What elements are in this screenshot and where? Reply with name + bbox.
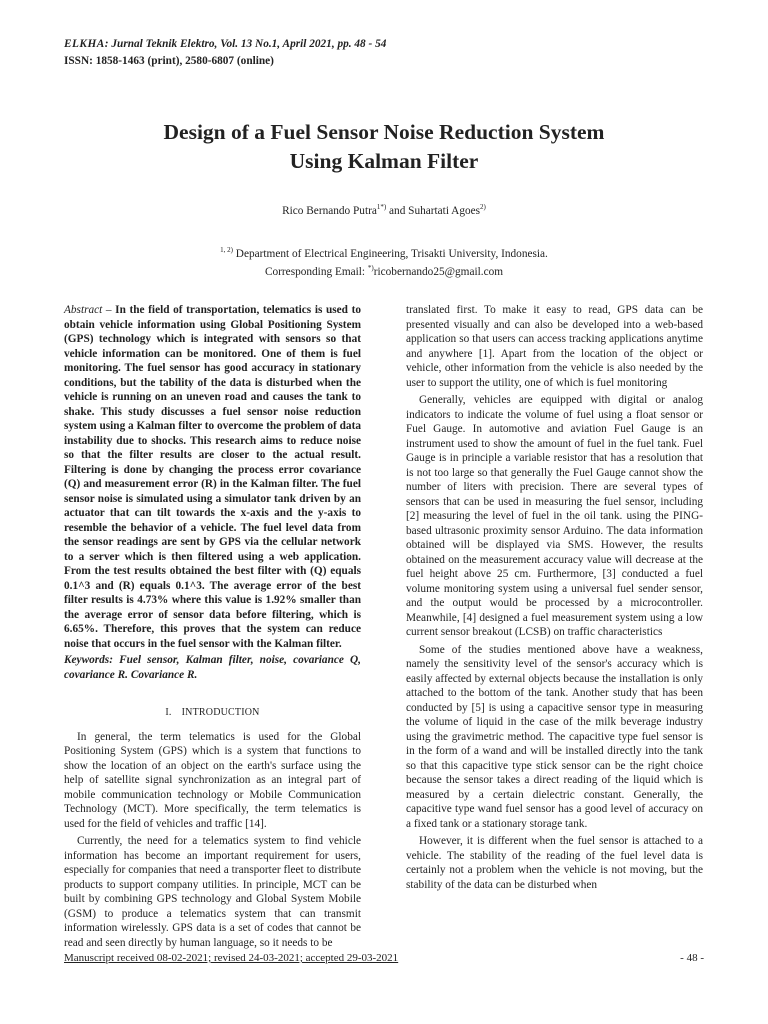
- paragraph: Some of the studies mentioned above have a weakness, namely the sensitivity level of the sensor's accuracy which is easily affected by external objects because the installation is only attached to the bottom of the tank. Another study that has been conducted by [5] is using a capacitive sensor type in measuring the volume of liquid in the case of the milk beverage industry using the gravimetric method. The capacitive type fuel sensor is in the form of a wand and will be installed directly into the tank so that this capacitive type stick sensor can be the right choice because the sensor takes a direct reading of the liquid which is measured by a certain dielectric constant. Generally, the capacitive type wand fuel sensor has a good level of accuracy on a fixed tank or a stationary storage tank.: [406, 643, 703, 830]
- authors: [0, 205, 768, 217]
- paragraph: However, it is different when the fuel sensor is attached to a vehicle. The stability of the reading of the fuel level data is certainly not a problem when the vehicle is not moving, but the stability of the data can be disturbed when: [406, 835, 703, 891]
- author-2: Suhartati Agoes: [408, 205, 481, 217]
- paragraph: translated first. To make it easy to read, GPS data can be presented visually and can also be developed into a web-based application so that users can access tracking applications anytime and anywhere [1]. Apart from the location of the object or vehicle, other information from the vehicle is also needed by the user to support the utility, one of which is fuel monitoring: [406, 304, 703, 389]
- abstract-text: In the field of transportation, telematics is used to obtain vehicle information using Global Positioning System (GPS) technology which is integrated with sensors so that vehicle information can be monitored. One of them is fuel monitoring. The fuel sensor has good accuracy in stationary conditions, but the tability of the data is disturbed when the vehicle is running on an uneven road and causes the tank to shake. This study discusses a fuel sensor noise reduction system using a Kalman filter to overcome the problem of data instability due to shocks. This research aims to reduce noise so that the filter results are closer to the actual result. Filtering is done by changing the process error covariance (Q) and measurement error (R) in the Kalman filter. The fuel sensor noise is simulated using a simulator tank driven by an actuator that can tilt towards the x-axis and the y-axis to resemble the behavior of a vehicle. The fuel level data from the sensor readings are sent by GPS via the cellular network to a server which is then filtered using a web application. From the test results obtained the best filter with (Q) equals 0.1^3 and (R) equals 0.1^3. The average error of the best filter results is 4.73% where this value is 1.92% smaller than the average error of sensor data before filtering, which is 6.65%. Therefore, this proves that the system can reduce noise that occurs in the fuel sensor with the Kalman filter.: [64, 304, 361, 650]
- affiliation-text: Department of Electrical Engineering, Trisakti University, Indonesia.: [232, 248, 548, 260]
- author-1: Rico Bernando Putra: [282, 205, 377, 217]
- paragraph: In general, the term telematics is used for the Global Positioning System (GPS) which is a system that functions to show the location of an object on the earth's surface using the help of satellite signal synchronization as an integral part of mobile communication technology or Mobile Communication Technology (MCT). More specifically, the term telematics is used for the field of vehicles and traffic [14].: [64, 730, 361, 830]
- left-column: [64, 303, 361, 950]
- page-number: - 48 -: [680, 952, 704, 964]
- abstract: [64, 303, 361, 651]
- section-number: I.: [165, 707, 172, 718]
- email-address[interactable]: ricobernando25@gmail.com: [373, 266, 504, 278]
- abstract-label: Abstract –: [64, 304, 112, 316]
- keywords: Keywords: Fuel sensor, Kalman filter, noise, covariance Q, covariance R. Covariance R.: [64, 654, 361, 681]
- author-1-marker: 1*): [376, 203, 387, 211]
- affiliation-marker: 1, 2): [220, 246, 233, 254]
- journal-info: : Jurnal Teknik Elektro, Vol. 13 No.1, April 2021, pp. 48 - 54: [104, 38, 387, 50]
- paragraph: Generally, vehicles are equipped with digital or analog indicators to indicate the volume of fuel using a float sensor or Fuel Gauge. In automotive and aviation Fuel Gauge is an instrument used to show the amount of fuel in the fuel tank. Fuel Gauge is in principle a variable resistor that has a resolution that is not too large so that generally the Fuel Gauge cannot show the number of liters with precision. There are several types of sensors that can be used in measuring the fuel sensor, including [2] measuring the level of fuel in the oil tank. using the PING-based ultrasonic proximity sensor Arduino. The data information obtained will be displayed via SMS. However, the results obtained on the measurement accuracy value will decrease at the fuel height above 25 cm. Furthermore, [3] conducted a fuel volume monitoring system using a universal fuel sender sensor, and the output would be processed by a microcontroller. Meanwhile, [4] designed a fuel measurement system using a low current sensor breakout (LCSB) on traffic characteristics: [406, 394, 703, 638]
- right-column: [406, 303, 703, 892]
- issn-line: ISSN: 1858-1463 (print), 2580-6807 (online): [64, 55, 274, 67]
- paper-title-line1: Design of a Fuel Sensor Noise Reduction System: [163, 120, 605, 144]
- author-2-marker: 2): [480, 203, 486, 211]
- paragraph: Currently, the need for a telematics system to find vehicle information has become an important requirement for users, especially for companies that need a transporter fleet to distribute products to support company utilities. In principle, MCT can be built by combining GPS technology and Global System Mobile (GSM) to produce a telematics system that can transmit information wirelessly. GPS data is a set of codes that cannot be read and seen directly by human language, so it needs to be: [64, 835, 361, 949]
- corresponding-email: [0, 266, 768, 278]
- paper-title-line2: Using Kalman Filter: [289, 149, 479, 173]
- author-conjunction: and: [386, 205, 409, 217]
- affiliation: [0, 248, 768, 260]
- section-title: INTRODUCTION: [181, 707, 260, 718]
- manuscript-dates: Manuscript received 08-02-2021; revised 24-03-2021; accepted 29-03-2021: [64, 952, 399, 964]
- section-heading-introduction: [64, 706, 361, 721]
- journal-header: [64, 38, 386, 50]
- email-marker: *): [367, 264, 374, 272]
- email-label: Corresponding Email:: [264, 266, 368, 278]
- journal-logo: ELKHA: [64, 38, 105, 50]
